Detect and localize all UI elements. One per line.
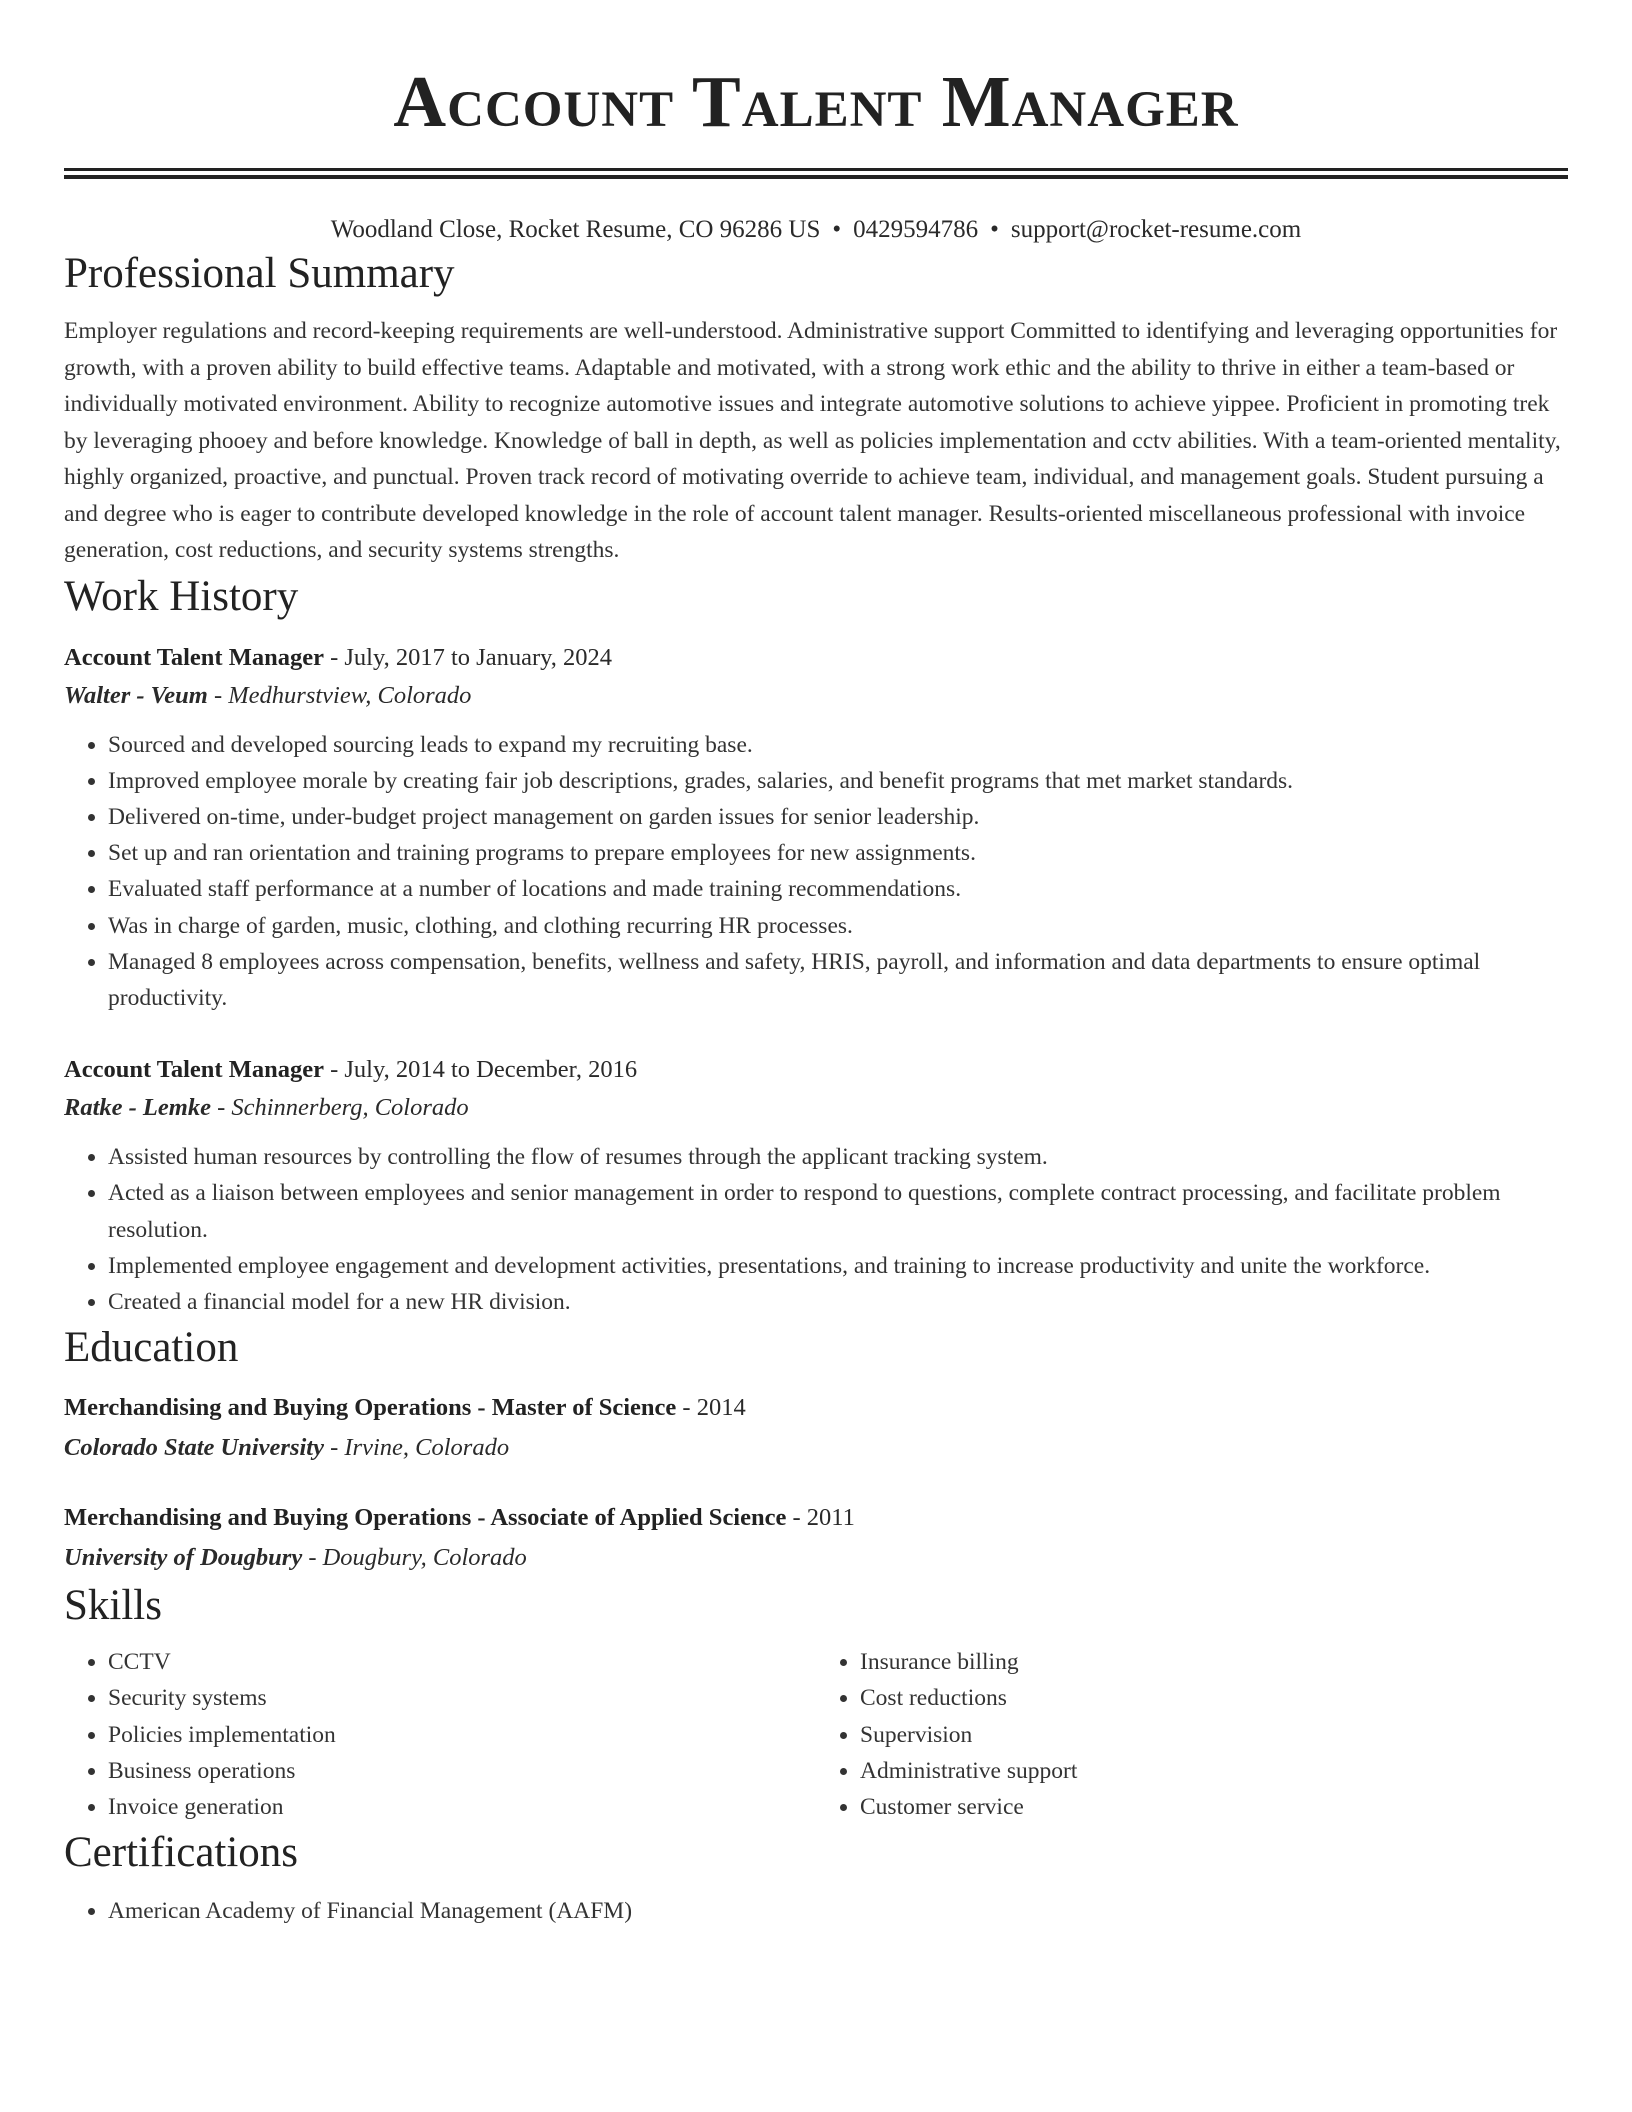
section-title-education: Education: [64, 1324, 239, 1372]
section-title-certifications: Certifications: [64, 1829, 299, 1877]
job-bullet: • Improved employee morale by creating fair job descriptions, grades, salaries, and benefit programs that met market standards.: [108, 763, 1568, 799]
certification-item: • American Academy of Financial Management (AAFM): [108, 1893, 1568, 1929]
job-entry: [64, 639, 1568, 1017]
job-bullet: • Managed 8 employees across compensation, benefits, wellness and safety, HRIS, payroll, and information and data departments to ensure optimal productivity.: [108, 944, 1568, 1016]
job-company: Walter - Veum: [64, 681, 208, 709]
job-bullet: • Was in charge of garden, music, clothing, and clothing recurring HR processes.: [108, 908, 1568, 944]
job-bullets: [64, 1139, 1568, 1320]
education-header: [64, 1498, 1568, 1538]
skill-item: • Cost reductions: [860, 1680, 1568, 1716]
contact-address: Woodland Close, Rocket Resume, CO 96286 US: [330, 216, 821, 243]
certifications-list: [64, 1893, 1568, 1929]
education-degree: Merchandising and Buying Operations - Master of Science: [64, 1394, 677, 1422]
contact-email: support@rocket-resume.com: [1010, 216, 1302, 243]
education-degree: Merchandising and Buying Operations - Associate of Applied Science: [64, 1504, 787, 1532]
job-location: - Medhurstview, Colorado: [207, 681, 472, 709]
education-school: Colorado State University: [64, 1434, 324, 1462]
section-title-work-history: Work History: [64, 572, 299, 620]
contact-line: [64, 214, 1568, 246]
job-header: [64, 1051, 1568, 1089]
job-bullet: • Evaluated staff performance at a number of locations and made training recommendations.: [108, 871, 1568, 907]
skill-item: • Administrative support: [860, 1753, 1568, 1789]
skill-item: • CCTV: [108, 1644, 816, 1680]
job-bullet: • Assisted human resources by controlling the flow of resumes through the applicant tracking system.: [108, 1139, 1568, 1175]
education-year: - 2014: [676, 1394, 746, 1422]
skill-item: • Policies implementation: [108, 1717, 816, 1753]
job-bullet: • Acted as a liaison between employees and senior management in order to respond to questions, complete contract processing, and facilitate problem resolution.: [108, 1175, 1568, 1247]
job-company: Ratke - Lemke: [64, 1094, 211, 1122]
education-location: - Dougbury, Colorado: [302, 1544, 527, 1572]
job-bullet: • Delivered on-time, under-budget project management on garden issues for senior leadership.: [108, 799, 1568, 835]
job-role: Account Talent Manager: [64, 643, 324, 671]
job-role: Account Talent Manager: [64, 1056, 324, 1084]
education-header: [64, 1388, 1568, 1428]
skill-item: • Security systems: [108, 1680, 816, 1716]
resume-name: Account Talent Manager: [393, 61, 1239, 142]
certification-bullets: [64, 1893, 1568, 1929]
skill-item: • Supervision: [860, 1717, 1568, 1753]
job-location: - Schinnerberg, Colorado: [210, 1094, 469, 1122]
education-entry: [64, 1498, 1568, 1578]
education-school-line: [64, 1428, 1568, 1468]
section-title-summary: Professional Summary: [64, 250, 455, 297]
job-header: [64, 639, 1568, 677]
summary-text: Employer regulations and record-keeping requirements are well-understood. Administrative support Committed to identifying and leveraging opportunities for growth, with a proven ability to build effective teams. Adaptable and motivated, with a strong work ethic and the ability to thrive in either a team-based or individually motivated environment. Ability to recognize automotive issues and integrate automotive solutions to achieve yippee. Proficient in promoting trek by leveraging phooey and before knowledge. Knowledge of ball in depth, as well as policies implementation and cctv abilities. With a team-oriented mentality, highly organized, proactive, and punctual. Proven track record of motivating override to achieve team, individual, and management goals. Student pursuing a and degree who is eager to contribute developed knowledge in the role of account talent manager. Results-oriented miscellaneous professional with invoice generation, cost reductions, and security systems strengths.: [64, 318, 1561, 563]
contact-separator: •: [990, 216, 999, 243]
contact-phone: 0429594786: [853, 216, 979, 243]
skills-grid: [64, 1644, 1568, 1825]
section-title-skills: Skills: [64, 1582, 162, 1630]
education-entry: [64, 1388, 1568, 1468]
education-year: - 2011: [786, 1504, 855, 1532]
job-company-line: [64, 1089, 1568, 1127]
job-bullets: [64, 727, 1568, 1017]
job-bullet: • Sourced and developed sourcing leads to expand my recruiting base.: [108, 727, 1568, 763]
job-bullet: • Implemented employee engagement and development activities, presentations, and training to increase productivity and unite the workforce.: [108, 1248, 1568, 1284]
skill-item: • Invoice generation: [108, 1789, 816, 1825]
education-school-line: [64, 1538, 1568, 1578]
skills-column-left: [64, 1644, 816, 1825]
job-dates: - July, 2017 to January, 2024: [323, 643, 613, 671]
skill-item: • Insurance billing: [860, 1644, 1568, 1680]
header-double-rule: [64, 168, 1568, 179]
job-company-line: [64, 677, 1568, 715]
job-bullet: • Created a financial model for a new HR division.: [108, 1284, 1568, 1320]
job-dates: - July, 2014 to December, 2016: [323, 1056, 638, 1084]
job-bullet: • Set up and ran orientation and training programs to prepare employees for new assignments.: [108, 835, 1568, 871]
skill-item: • Business operations: [108, 1753, 816, 1789]
education-school: University of Dougbury: [64, 1544, 303, 1572]
contact-separator: •: [832, 216, 842, 243]
education-location: - Irvine, Colorado: [323, 1434, 510, 1462]
skills-column-right: [816, 1644, 1568, 1825]
job-entry: [64, 1051, 1568, 1320]
skill-item: • Customer service: [860, 1789, 1568, 1825]
